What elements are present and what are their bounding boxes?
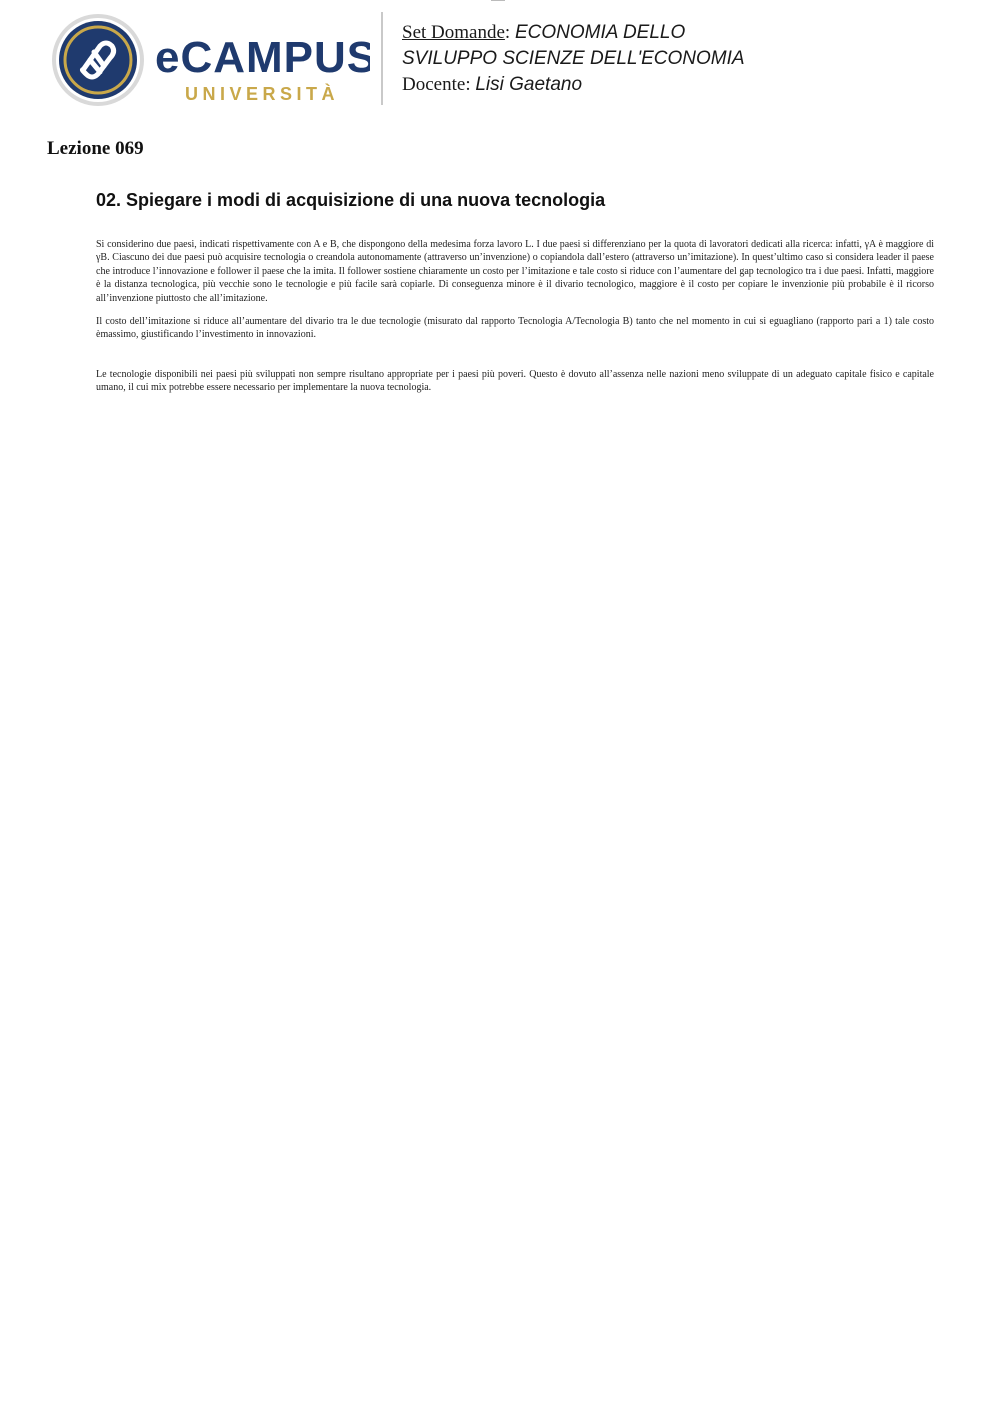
set-domande-line-2	[402, 46, 745, 72]
logo-brand-text: eCAMPUS	[155, 33, 370, 82]
ecampus-logo	[50, 10, 370, 110]
docente-value: Lisi Gaetano	[475, 74, 583, 95]
page-top-mark	[491, 0, 505, 1]
answer-paragraph-1: Si considerino due paesi, indicati rispettivamente con A e B, che dispongono della medesima forza lavoro L. I due paesi si differenziano per la quota di lavoratori dedicati alla ricerca: infatti, γA è maggiore di γB. Ciascuno dei due paesi può acquisire tecnologia o creandola autonomamente (attraverso un’invenzione) o copiandola dall’estero (attraverso un’imitazione). In quest’ultimo caso si considera leader il paese che introduce l’innovazione e follower il paese che la imita. Il follower sostiene chiaramente un costo per l’imitazione e tale costo si riduce con l’aumentare del gap tecnologico tra i due paesi. Infatti, maggiore è la distanza tecnologica, più vecchie sono le tecnologie e più facile sarà copiarle. Di conseguenza minore è il divario tecnologico, maggiore è il costo per copiare le invenzionie più probabile è il ricorso all’invenzione piuttosto che all’imitazione.	[96, 239, 934, 304]
set-domande-label: Set Domande	[402, 22, 505, 43]
header-divider	[381, 12, 383, 105]
set-domande-value-line-1: ECONOMIA DELLO	[514, 22, 686, 43]
docente-colon: :	[465, 74, 476, 95]
question-title: 02. Spiegare i modi di acquisizione di una nuova tecnologia	[96, 190, 606, 210]
ecampus-logo-graphic	[50, 10, 370, 110]
logo-sub-text: UNIVERSITÀ	[185, 84, 340, 104]
docente-line	[402, 72, 745, 98]
lesson-title: Lezione 069	[47, 138, 144, 159]
set-domande-colon: :	[504, 22, 515, 43]
set-domande-value-line-2: SVILUPPO SCIENZE DELL'ECONOMIA	[402, 48, 745, 69]
header-info	[402, 20, 745, 98]
answer-paragraph-3: Le tecnologie disponibili nei paesi più sviluppati non sempre risultano appropriate per i paesi più poveri. Questo è dovuto all’assenza nelle nazioni meno sviluppate di un adeguato capitale fisico e capitale umano, il cui mix potrebbe essere necessario per implementare la nuova tecnologia.	[96, 369, 934, 394]
docente-label: Docente	[402, 74, 466, 95]
answer-paragraph-2: Il costo dell’imitazione si riduce all’aumentare del divario tra le due tecnologie (misurato dal rapporto Tecnologia A/Tecnologia B) tanto che nel momento in cui si eguagliano (rapporto pari a 1) tale costo èmassimo, giustificando l’investimento in innovazioni.	[96, 316, 934, 341]
set-domande-line-1	[402, 20, 745, 46]
